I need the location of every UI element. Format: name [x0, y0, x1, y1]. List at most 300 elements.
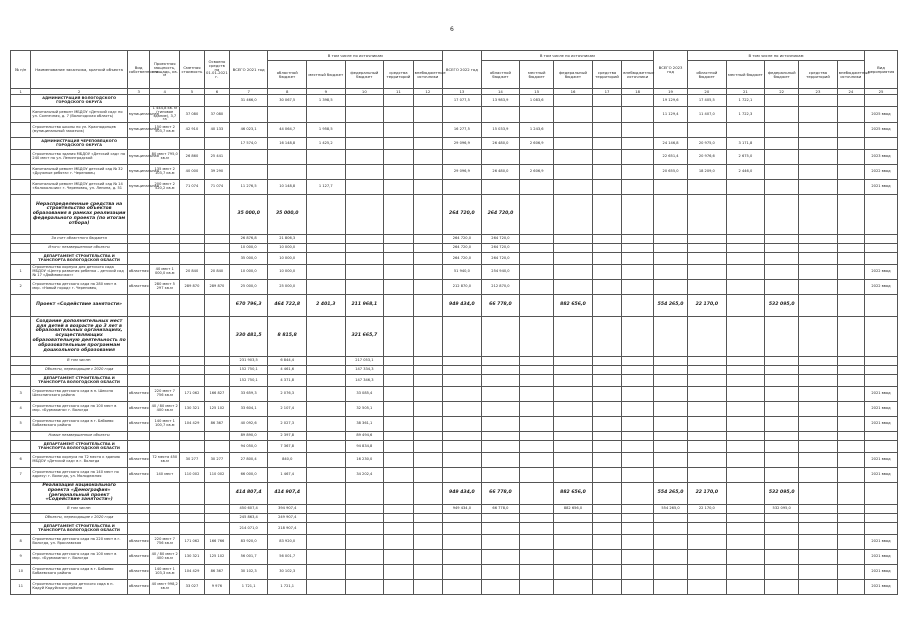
territory-2022-cell	[592, 95, 621, 107]
total-2021-cell: 231 903,5	[229, 357, 268, 366]
offbudget-2023-cell	[837, 468, 864, 483]
regional-2023-cell	[688, 565, 727, 580]
regional-2023-cell: 20 975,0	[688, 138, 727, 150]
col-funded-header: Освоено средств на 01.01.2021 г.	[204, 51, 229, 89]
funded-amount-cell	[204, 317, 229, 357]
territory-2021-cell	[384, 165, 413, 180]
federal-2022-cell	[554, 107, 593, 123]
local-2021-cell: 1 958,5	[307, 123, 346, 138]
total-2023-cell	[654, 123, 688, 138]
capacity-cell	[150, 432, 179, 441]
total-2021-cell: 670 796,3	[229, 295, 268, 317]
funded-amount-cell	[204, 375, 229, 387]
total-2021-cell: 46 023,1	[229, 123, 268, 138]
territory-2021-cell	[384, 523, 413, 535]
territory-2023-cell	[799, 295, 838, 317]
regional-2021-cell: 35 000,0	[268, 195, 307, 235]
local-2022-cell	[520, 317, 554, 357]
regional-2021-cell: 10 000,0	[268, 253, 307, 265]
row-number-cell: 11	[11, 580, 31, 595]
activity-kind-cell	[864, 138, 897, 150]
territory-2021-cell	[384, 95, 413, 107]
column-number-cell: 10	[345, 89, 384, 95]
capacity-cell: 40 / 80 мест 2 400 кв.м	[150, 402, 179, 417]
funded-amount-cell: 166 827	[204, 387, 229, 402]
estimated-cost-cell	[179, 235, 204, 244]
capacity-cell: 220 мест 7 756 кв.м	[150, 387, 179, 402]
offbudget-2022-cell	[622, 550, 654, 565]
src-regional-header: областной бюджет	[481, 61, 520, 89]
regional-2021-cell: 30 067,5	[268, 95, 307, 107]
table-row	[11, 123, 898, 138]
federal-2021-cell: 33 085,4	[345, 387, 384, 402]
total-2023-cell: 20 655,0	[654, 165, 688, 180]
estimated-cost-cell: 30 277	[179, 453, 204, 468]
ownership-type-cell	[127, 514, 150, 523]
federal-2021-cell: 147 346,3	[345, 375, 384, 387]
territory-2023-cell	[799, 550, 838, 565]
offbudget-2022-cell	[622, 357, 654, 366]
offbudget-2021-cell	[413, 366, 442, 375]
activity-kind-cell	[864, 244, 897, 253]
regional-2021-cell	[268, 150, 307, 165]
offbudget-2021-cell	[413, 441, 442, 453]
total-2022-cell	[443, 357, 482, 366]
regional-2021-cell: 1 721,1	[268, 580, 307, 595]
table-row	[11, 505, 898, 514]
territory-2021-cell	[384, 505, 413, 514]
federal-2022-cell	[554, 514, 593, 523]
total-2022-cell	[443, 468, 482, 483]
offbudget-2023-cell	[837, 195, 864, 235]
local-2022-cell	[520, 375, 554, 387]
object-name-cell: Объекты, переходящие с 2020 года	[31, 366, 127, 375]
regional-2022-cell	[481, 375, 520, 387]
regional-2023-cell	[688, 417, 727, 432]
federal-2022-cell	[554, 366, 593, 375]
federal-2023-cell	[765, 195, 799, 235]
regional-2022-cell: 15 033,9	[481, 123, 520, 138]
src-territory-header: средства территорий	[592, 61, 621, 89]
federal-2021-cell	[345, 483, 384, 505]
federal-2023-cell	[765, 375, 799, 387]
federal-2021-cell: 89 494,6	[345, 432, 384, 441]
offbudget-2023-cell	[837, 150, 864, 165]
local-2021-cell	[307, 432, 346, 441]
activity-kind-cell	[864, 235, 897, 244]
territory-2023-cell	[799, 523, 838, 535]
regional-2022-cell	[481, 387, 520, 402]
object-name-cell: АДМИНИСТРАЦИЯ ВОЛОГОДСКОГО ГОРОДСКОГО ОКРУГА	[31, 95, 127, 107]
federal-2022-cell	[554, 253, 593, 265]
territory-2023-cell	[799, 468, 838, 483]
federal-2023-cell	[765, 123, 799, 138]
column-number-cell: 15	[520, 89, 554, 95]
total-2022-cell	[443, 417, 482, 432]
object-name-cell: В том числе:	[31, 505, 127, 514]
offbudget-2021-cell	[413, 95, 442, 107]
src-local-header: местный бюджет	[307, 61, 346, 89]
object-name-cell: АДМИНИСТРАЦИЯ ЧЕРЕПОВЕЦКОГО ГОРОДСКОГО ОКРУГА	[31, 138, 127, 150]
table-row	[11, 514, 898, 523]
estimated-cost-cell	[179, 253, 204, 265]
local-2022-cell	[520, 387, 554, 402]
territory-2021-cell	[384, 265, 413, 280]
federal-2022-cell	[554, 453, 593, 468]
regional-2023-cell	[688, 265, 727, 280]
activity-kind-cell: 2021 ввод	[864, 535, 897, 550]
funded-amount-cell	[204, 295, 229, 317]
offbudget-2022-cell	[622, 265, 654, 280]
funded-amount-cell	[204, 505, 229, 514]
federal-2022-cell	[554, 402, 593, 417]
ownership-type-cell	[127, 195, 150, 235]
regional-2022-cell: 66 778,0	[481, 505, 520, 514]
local-2021-cell	[307, 505, 346, 514]
regional-2023-cell: 17 405,5	[688, 95, 727, 107]
offbudget-2021-cell	[413, 195, 442, 235]
total-2021-cell: 152 750,1	[229, 366, 268, 375]
federal-2023-cell	[765, 235, 799, 244]
table-row	[11, 550, 898, 565]
total-2023-cell	[654, 244, 688, 253]
regional-2021-cell: 16 148,8	[268, 138, 307, 150]
column-number-cell: 22	[765, 89, 799, 95]
object-name-cell: Строительство детского сада в п. Шексна Шекснинского района	[31, 387, 127, 402]
row-number-cell: 10	[11, 565, 31, 580]
territory-2023-cell	[799, 375, 838, 387]
table-row	[11, 580, 898, 595]
regional-2021-cell: 10 148,8	[268, 180, 307, 195]
funded-amount-cell: 20 840	[204, 265, 229, 280]
territory-2022-cell	[592, 357, 621, 366]
federal-2023-cell	[765, 523, 799, 535]
activity-kind-cell: 2022 ввод	[864, 165, 897, 180]
object-name-cell: Объекты, переходящие с 2020 года	[31, 514, 127, 523]
total-2023-cell: 11 129,4	[654, 107, 688, 123]
regional-2023-cell	[688, 195, 727, 235]
regional-2022-cell	[481, 580, 520, 595]
table-row	[11, 565, 898, 580]
capacity-cell: 40 мест 1 000,0 кв.м	[150, 265, 179, 280]
territory-2022-cell	[592, 468, 621, 483]
federal-2021-cell	[345, 550, 384, 565]
funded-amount-cell	[204, 195, 229, 235]
object-name-cell: Строительство детского сада в г. Бабаево Бабаевского района	[31, 417, 127, 432]
offbudget-2022-cell	[622, 295, 654, 317]
territory-2023-cell	[799, 580, 838, 595]
federal-2021-cell	[345, 280, 384, 295]
total-2023-cell	[654, 441, 688, 453]
regional-2022-cell	[481, 417, 520, 432]
offbudget-2021-cell	[413, 453, 442, 468]
territory-2023-cell	[799, 357, 838, 366]
object-name-cell: Строительство детского сада на 280 мест в мкр. «Новый город» г. Череповец	[31, 280, 127, 295]
activity-kind-cell	[864, 195, 897, 235]
territory-2023-cell	[799, 244, 838, 253]
activity-kind-cell	[864, 95, 897, 107]
total-2021-cell: 330 481,5	[229, 317, 268, 357]
table-row	[11, 180, 898, 195]
territory-2021-cell	[384, 514, 413, 523]
offbudget-2022-cell	[622, 514, 654, 523]
regional-2021-cell: 25 000,0	[268, 280, 307, 295]
local-2022-cell	[520, 453, 554, 468]
offbudget-2022-cell	[622, 441, 654, 453]
capacity-cell	[150, 138, 179, 150]
total-2021-cell: 56 001,7	[229, 550, 268, 565]
offbudget-2021-cell	[413, 505, 442, 514]
total-2023-cell	[654, 565, 688, 580]
estimated-cost-cell	[179, 95, 204, 107]
capacity-cell: 140 мест	[150, 468, 179, 483]
row-number-cell	[11, 123, 31, 138]
local-2021-cell: 1 127,7	[307, 180, 346, 195]
activity-kind-cell	[864, 253, 897, 265]
ownership-type-cell	[127, 295, 150, 317]
local-2023-cell: 1 722,1	[726, 95, 765, 107]
federal-2022-cell	[554, 387, 593, 402]
table-row	[11, 535, 898, 550]
regional-2023-cell	[688, 387, 727, 402]
table-row	[11, 366, 898, 375]
offbudget-2021-cell	[413, 317, 442, 357]
local-2021-cell	[307, 468, 346, 483]
column-number-cell: 21	[726, 89, 765, 95]
territory-2021-cell	[384, 295, 413, 317]
object-name-cell: Создание дополнительных мест для детей в возрасте до 3 лет в образовательных организациях, осуществляющих образовательную деятельность по образовательным программам дошкольного образования	[31, 317, 127, 357]
offbudget-2023-cell	[837, 107, 864, 123]
row-number-cell	[11, 107, 31, 123]
territory-2023-cell	[799, 366, 838, 375]
row-number-cell	[11, 514, 31, 523]
activity-kind-cell: 2021 ввод	[864, 417, 897, 432]
total-2023-cell	[654, 265, 688, 280]
ownership-type-cell: областная	[127, 580, 150, 595]
territory-2022-cell	[592, 375, 621, 387]
territory-2022-cell	[592, 138, 621, 150]
object-name-cell: Строительство детского сада в г. Бабаево Бабаевского района	[31, 565, 127, 580]
regional-2021-cell: 4 461,6	[268, 366, 307, 375]
federal-2021-cell	[345, 514, 384, 523]
ownership-type-cell: муниципальная	[127, 150, 150, 165]
offbudget-2022-cell	[622, 317, 654, 357]
group1-header: В том числе по источникам	[268, 51, 443, 61]
table-row	[11, 235, 898, 244]
col-cost-header: Сметная стоимость	[179, 51, 204, 89]
local-2022-cell	[520, 295, 554, 317]
object-name-cell: Строительство здания МБДОУ «Детский сад» на 240 мест по ул. Ленинградской	[31, 150, 127, 165]
regional-2022-cell	[481, 523, 520, 535]
investment-table	[10, 50, 898, 595]
funded-amount-cell	[204, 244, 229, 253]
federal-2021-cell	[345, 253, 384, 265]
local-2022-cell	[520, 265, 554, 280]
local-2022-cell	[520, 195, 554, 235]
ownership-type-cell: областная	[127, 280, 150, 295]
offbudget-2022-cell	[622, 483, 654, 505]
territory-2021-cell	[384, 432, 413, 441]
capacity-cell	[150, 244, 179, 253]
regional-2022-cell	[481, 535, 520, 550]
total-2022-cell	[443, 366, 482, 375]
local-2022-cell: 2 606,9	[520, 165, 554, 180]
row-number-cell	[11, 366, 31, 375]
territory-2022-cell	[592, 580, 621, 595]
total-2021-cell: 1 721,1	[229, 580, 268, 595]
total-2023-cell	[654, 357, 688, 366]
row-number-cell	[11, 150, 31, 165]
object-name-cell: Проект «Содействие занятости»	[31, 295, 127, 317]
federal-2021-cell	[345, 165, 384, 180]
regional-2022-cell	[481, 317, 520, 357]
local-2023-cell	[726, 253, 765, 265]
total-2022-cell: 949 434,0	[443, 295, 482, 317]
federal-2023-cell	[765, 514, 799, 523]
activity-kind-cell	[864, 523, 897, 535]
offbudget-2021-cell	[413, 150, 442, 165]
federal-2021-cell: 16 230,0	[345, 453, 384, 468]
federal-2022-cell	[554, 432, 593, 441]
local-2023-cell	[726, 535, 765, 550]
territory-2022-cell	[592, 150, 621, 165]
offbudget-2023-cell	[837, 375, 864, 387]
src-offbudget-header: внебюджетные источники	[622, 61, 654, 89]
funded-amount-cell: 125 102	[204, 402, 229, 417]
regional-2021-cell: 2 027,3	[268, 417, 307, 432]
column-number-cell: 7	[229, 89, 268, 95]
federal-2023-cell	[765, 107, 799, 123]
offbudget-2023-cell	[837, 235, 864, 244]
offbudget-2022-cell	[622, 402, 654, 417]
table-row	[11, 165, 898, 180]
federal-2022-cell	[554, 580, 593, 595]
regional-2023-cell	[688, 468, 727, 483]
federal-2022-cell: 882 656,0	[554, 483, 593, 505]
total-2022-cell	[443, 514, 482, 523]
object-name-cell: ДЕПАРТАМЕНТ СТРОИТЕЛЬСТВА И ТРАНСПОРТА ВОЛОГОДСКОЙ ОБЛАСТИ	[31, 253, 127, 265]
offbudget-2021-cell	[413, 165, 442, 180]
local-2022-cell	[520, 150, 554, 165]
ownership-type-cell: муниципальная	[127, 107, 150, 123]
local-2021-cell	[307, 366, 346, 375]
regional-2022-cell: 254 940,0	[481, 265, 520, 280]
federal-2023-cell: 532 095,0	[765, 505, 799, 514]
regional-2023-cell	[688, 366, 727, 375]
total-2022-cell	[443, 432, 482, 441]
funded-amount-cell	[204, 253, 229, 265]
total-2022-cell	[443, 402, 482, 417]
offbudget-2022-cell	[622, 253, 654, 265]
offbudget-2022-cell	[622, 244, 654, 253]
regional-2022-cell: 26 480,0	[481, 165, 520, 180]
estimated-cost-cell: 20 840	[179, 265, 204, 280]
row-number-cell: 4	[11, 402, 31, 417]
table-row	[11, 265, 898, 280]
offbudget-2021-cell	[413, 535, 442, 550]
territory-2023-cell	[799, 417, 838, 432]
ownership-type-cell	[127, 505, 150, 514]
estimated-cost-cell: 130 321	[179, 550, 204, 565]
ownership-type-cell	[127, 483, 150, 505]
territory-2021-cell	[384, 244, 413, 253]
offbudget-2023-cell	[837, 441, 864, 453]
local-2022-cell	[520, 441, 554, 453]
federal-2023-cell	[765, 432, 799, 441]
offbudget-2021-cell	[413, 523, 442, 535]
row-number-cell	[11, 441, 31, 453]
local-2021-cell	[307, 417, 346, 432]
activity-kind-cell: 2021 ввод	[864, 387, 897, 402]
regional-2022-cell: 66 778,0	[481, 295, 520, 317]
federal-2023-cell	[765, 180, 799, 195]
offbudget-2022-cell	[622, 505, 654, 514]
local-2021-cell	[307, 195, 346, 235]
capacity-cell: 140 мест 1 103,3 кв.м	[150, 565, 179, 580]
territory-2021-cell	[384, 453, 413, 468]
page-number: 6	[450, 26, 454, 33]
local-2021-cell: 2 401,3	[307, 295, 346, 317]
federal-2021-cell	[345, 95, 384, 107]
ownership-type-cell: муниципальная	[127, 123, 150, 138]
activity-kind-cell: 2022 ввод	[864, 280, 897, 295]
territory-2021-cell	[384, 468, 413, 483]
offbudget-2023-cell	[837, 366, 864, 375]
local-2022-cell	[520, 280, 554, 295]
federal-2021-cell	[345, 123, 384, 138]
row-number-cell	[11, 195, 31, 235]
offbudget-2023-cell	[837, 535, 864, 550]
estimated-cost-cell: 289 870	[179, 280, 204, 295]
offbudget-2022-cell	[622, 107, 654, 123]
federal-2023-cell	[765, 402, 799, 417]
local-2023-cell	[726, 514, 765, 523]
local-2021-cell	[307, 253, 346, 265]
regional-2021-cell: 414 907,4	[268, 483, 307, 505]
total-2022-cell: 949 434,0	[443, 483, 482, 505]
total-2022-cell: 949 434,0	[443, 505, 482, 514]
territory-2021-cell	[384, 357, 413, 366]
territory-2022-cell	[592, 453, 621, 468]
territory-2022-cell	[592, 317, 621, 357]
territory-2022-cell	[592, 107, 621, 123]
regional-2023-cell: 20 976,6	[688, 150, 727, 165]
territory-2021-cell	[384, 195, 413, 235]
local-2022-cell	[520, 514, 554, 523]
column-number-cell: 1	[11, 89, 31, 95]
federal-2023-cell	[765, 253, 799, 265]
regional-2023-cell: 22 170,0	[688, 295, 727, 317]
regional-2023-cell	[688, 535, 727, 550]
table-row	[11, 402, 898, 417]
territory-2021-cell	[384, 402, 413, 417]
federal-2022-cell	[554, 523, 593, 535]
local-2023-cell	[726, 387, 765, 402]
federal-2021-cell	[345, 580, 384, 595]
federal-2021-cell: 94 834,8	[345, 441, 384, 453]
src-regional-header: областной бюджет	[268, 61, 307, 89]
federal-2021-cell	[345, 565, 384, 580]
capacity-cell: 280 мест 5 297 кв.м	[150, 280, 179, 295]
total-2021-cell: 40 092,6	[229, 417, 268, 432]
object-name-cell: Строительство детского сада на 140 мест по адресу: г. Вологда, ул. Молодежная	[31, 468, 127, 483]
funded-amount-cell: 25 441	[204, 150, 229, 165]
offbudget-2023-cell	[837, 580, 864, 595]
local-2021-cell: 1 425,2	[307, 138, 346, 150]
territory-2023-cell	[799, 138, 838, 150]
federal-2023-cell	[765, 453, 799, 468]
territory-2023-cell	[799, 107, 838, 123]
